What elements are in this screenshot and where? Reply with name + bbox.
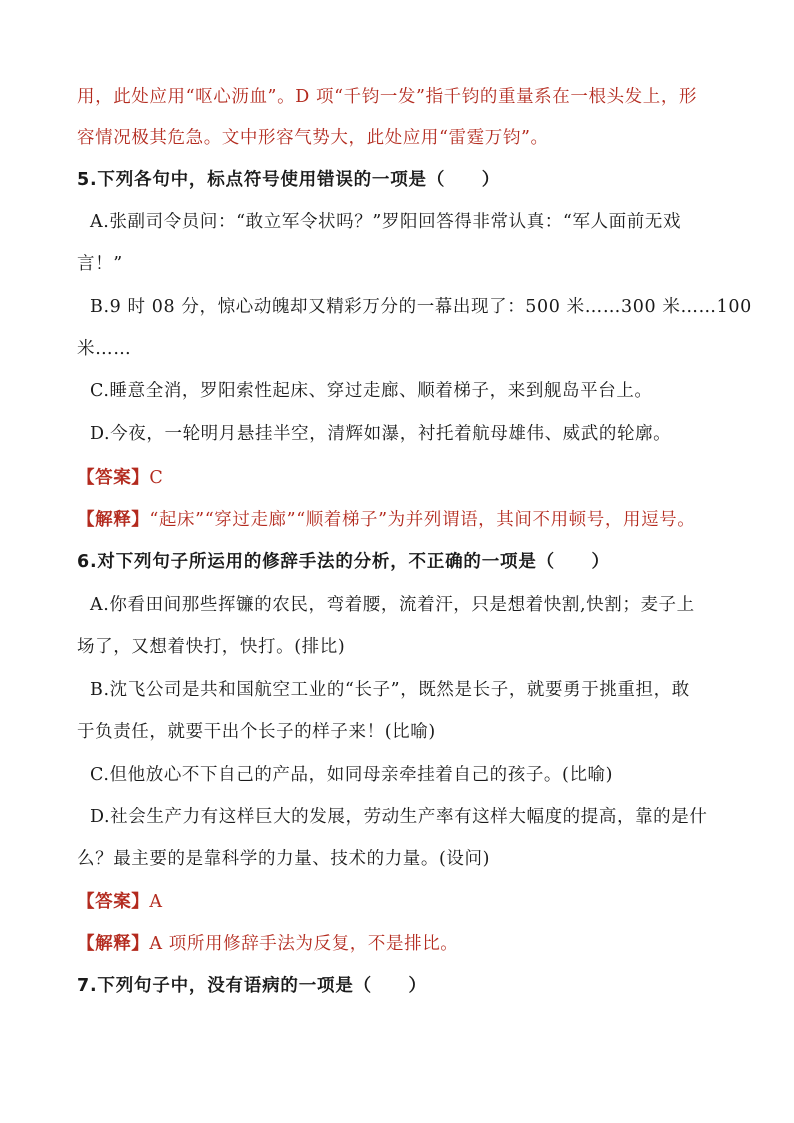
question-5-option-c: C.睡意全消，罗阳索性起床、穿过走廊、顺着梯子，来到舰岛平台上。 [90, 381, 653, 401]
question-5-stem: 5.下列各句中，标点符号使用错误的一项是（ ） [77, 170, 501, 190]
question-6-option-a-line-2: 场了，又想着快打，快打。(排比) [77, 637, 346, 657]
question-5-option-a-line-1: A.张副司令员问：“敢立军令状吗？”罗阳回答得非常认真：“军人面前无戏 [90, 212, 682, 232]
question-6-stem: 6.对下列句子所运用的修辞手法的分析，不正确的一项是（ ） [77, 552, 610, 572]
question-6-option-b-line-1: B.沈飞公司是共和国航空工业的“长子”，既然是长子，就要勇于挑重担，敢 [90, 680, 690, 700]
answer-value: A [149, 892, 163, 912]
explanation-text: A 项所用修辞手法为反复，不是排比。 [149, 934, 459, 954]
question-6-option-b-line-2: 于负责任，就要干出个长子的样子来！(比喻) [77, 722, 436, 742]
question-6-option-d-line-1: D.社会生产力有这样巨大的发展，劳动生产率有这样大幅度的提高，靠的是什 [90, 807, 708, 827]
explanation-text: “起床”“穿过走廊”“顺着梯子”为并列谓语，其间不用顿号，用逗号。 [149, 510, 696, 530]
explanation-tag: 【解释】 [77, 934, 150, 954]
question-5-answer [77, 465, 794, 491]
question-6-explanation [77, 931, 794, 957]
question-5-option-b-line-1: B.9 时 08 分，惊心动魄却又精彩万分的一幕出现了：500 米……300 米……100 [90, 297, 752, 317]
question-5-option-a-line-2: 言！” [77, 254, 123, 274]
explanation-tag: 【解释】 [77, 510, 150, 530]
question-5-option-b-line-2: 米…… [77, 339, 132, 359]
question-6-option-a-line-1: A.你看田间那些挥镰的农民，弯着腰，流着汗，只是想着快割,快割；麦子上 [90, 595, 695, 615]
explanation-continuation-line-2: 容情况极其危急。文中形容气势大，此处应用“雷霆万钧”。 [77, 128, 549, 148]
question-5-option-d: D.今夜，一轮明月悬挂半空，清辉如瀑，衬托着航母雄伟、威武的轮廓。 [90, 424, 672, 444]
question-6-option-c: C.但他放心不下自己的产品，如同母亲牵挂着自己的孩子。(比喻) [90, 765, 614, 785]
explanation-continuation-line-1: 用，此处应用“呕心沥血”。D 项“千钧一发”指千钧的重量系在一根头发上，形 [77, 87, 698, 107]
question-6-answer [77, 889, 794, 915]
answer-value: C [149, 468, 164, 488]
question-6-option-d-line-2: 么？最主要的是靠科学的力量、技术的力量。(设问) [77, 849, 491, 869]
question-7-stem: 7.下列句子中，没有语病的一项是（ ） [77, 976, 427, 996]
question-5-explanation [77, 507, 794, 533]
answer-tag: 【答案】 [77, 892, 150, 912]
answer-tag: 【答案】 [77, 468, 150, 488]
